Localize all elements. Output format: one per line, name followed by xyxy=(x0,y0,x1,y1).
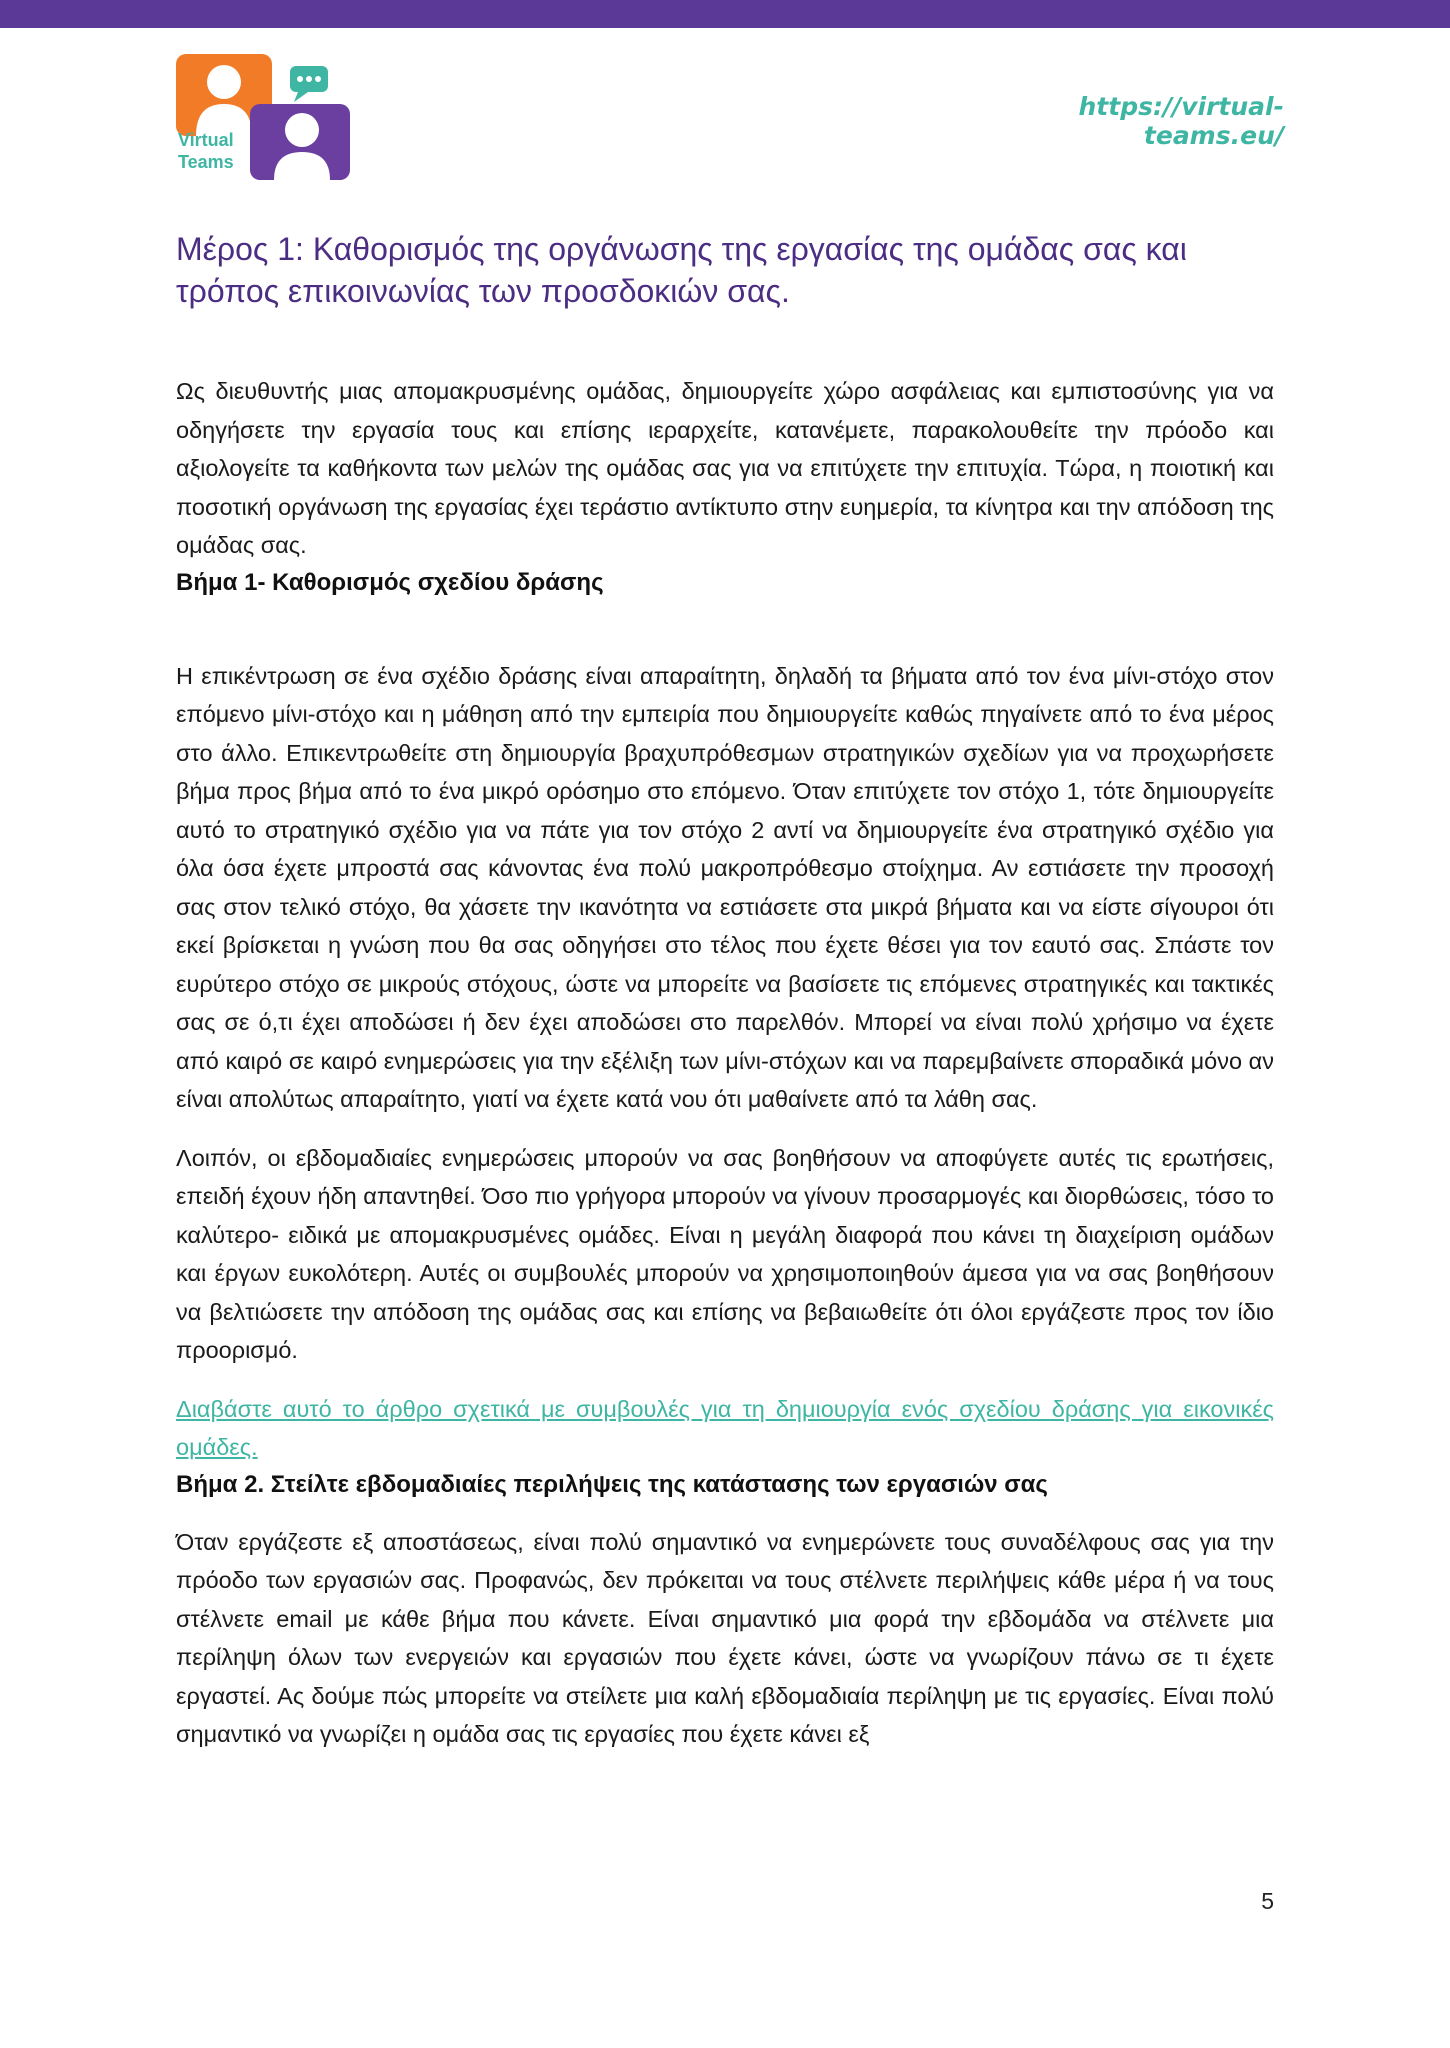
step2-heading: Βήμα 2. Στείλτε εβδομαδιαίες περιλήψεις της κατάστασης των εργασιών σας xyxy=(176,1470,1048,1498)
svg-text:Virtual: Virtual xyxy=(178,130,234,150)
step1-paragraph-1: Η επικέντρωση σε ένα σχέδιο δράσης είναι απαραίτητη, δηλαδή τα βήματα από τον ένα μίνι-στόχο στον επόμενο μίνι-στόχο και η μάθηση από την εμπειρία που δημιουργείτε καθώς πηγαίνετε από το ένα μέρος στο άλλο. Επικεντρωθείτε στη δημιουργία βραχυπρόθεσμων στρατηγικών σχεδίων για να προχωρήσετε βήμα προς βήμα από το ένα μικρό ορόσημο στο επόμενο. Όταν επιτύχετε τον στόχο 1, τότε δημιουργείτε αυτό το στρατηγικό σχέδιο για να πάτε για τον στόχο 2 αντί να δημιουργείτε ένα στρατηγικό σχέδιο για όλα όσα έχετε μπροστά σας κάνοντας ένα πολύ μακροπρόθεσμο στοίχημα. Αν εστιάσετε την προσοχή σας στον τελικό στόχο, θα χάσετε την ικανότητα να εστιάσετε στα μικρά βήματα και να είστε σίγουροι ότι εκεί βρίσκεται η γνώση που θα σας οδηγήσει στο τέλος που έχετε θέσει για τον εαυτό σας. Σπάστε τον ευρύτερο στόχο σε μικρούς στόχους, ώστε να μπορείτε να βασίσετε τις επόμενες στρατηγικές και τακτικές σας σε ό,τι έχει αποδώσει ή δεν έχει αποδώσει στο παρελθόν. Μπορεί να είναι πολύ χρήσιμο να έχετε από καιρό σε καιρό ενημερώσεις για την εξέλιξη των μίνι-στόχων και να παρεμβαίνετε σποραδικά μόνο αν είναι απολύτως απαραίτητο, γιατί να έχετε κατά νου ότι μαθαίνετε από τα λάθη σας. xyxy=(176,662,1274,1112)
virtual-teams-logo xyxy=(176,52,356,182)
virtual-teams-logo-graphic xyxy=(176,52,356,182)
top-banner xyxy=(0,0,1450,28)
page-number: 5 xyxy=(1261,1888,1274,1914)
page-content xyxy=(176,228,1274,1754)
section-title: Μέρος 1: Καθορισμός της οργάνωσης της εργασίας της ομάδας σας και τρόπος επικοινωνίας των προσδοκιών σας. xyxy=(176,231,1187,309)
website-url[interactable]: https://virtual-teams.eu/ xyxy=(1078,92,1284,150)
step1-paragraph-2: Λοιπόν, οι εβδομαδιαίες ενημερώσεις μπορούν να σας βοηθήσουν να αποφύγετε αυτές τις ερωτήσεις, επειδή έχουν ήδη απαντηθεί. Όσο πιο γρήγορα μπορούν να γίνουν προσαρμογές και διορθώσεις, τόσο το καλύτερο- ειδικά με απομακρυσμένες ομάδες. Είναι η μεγάλη διαφορά που κάνει τη διαχείριση ομάδων και έργων ευκολότερη. Αυτές οι συμβουλές μπορούν να χρησιμοποιηθούν άμεσα για να σας βοηθήσουν να βελτιώσετε την απόδοση της ομάδας σας και επίσης να βεβαιωθείτε ότι όλοι εργάζεστε προς τον ίδιο προορισμό. xyxy=(176,1144,1274,1363)
step1-heading: Βήμα 1- Καθορισμός σχεδίου δράσης xyxy=(176,568,604,596)
article-link[interactable]: Διαβάστε αυτό το άρθρο σχετικά με συμβουλές για τη δημιουργία ενός σχεδίου δράσης για εικονικές ομάδες. xyxy=(176,1395,1274,1460)
intro-paragraph: Ως διευθυντής μιας απομακρυσμένης ομάδας, δημιουργείτε χώρο ασφάλειας και εμπιστοσύνης για να οδηγήσετε την εργασία τους και επίσης ιεραρχείτε, κατανέμετε, παρακολουθείτε την πρόοδο και αξιολογείτε τα καθήκοντα των μελών της ομάδας σας για να επιτύχετε την επιτυχία. Τώρα, η ποιοτική και ποσοτική οργάνωση της εργασίας έχει τεράστιο αντίκτυπο στην ευημερία, τα κίνητρα και την απόδοση της ομάδας σας. xyxy=(176,378,1274,558)
svg-text:Teams: Teams xyxy=(178,152,234,172)
step2-paragraph-1: Όταν εργάζεστε εξ αποστάσεως, είναι πολύ σημαντικό να ενημερώνετε τους συναδέλφους σας για την πρόοδο των εργασιών σας. Προφανώς, δεν πρόκειται να τους στέλνετε περιλήψεις κάθε μέρα ή να τους στέλνετε email με κάθε βήμα που κάνετε. Είναι σημαντικό μια φορά την εβδομάδα να στέλνετε μια περίληψη όλων των ενεργειών και εργασιών που έχετε κάνει, ώστε να γνωρίζουν πάνω σε τι έχετε εργαστεί. Ας δούμε πώς μπορείτε να στείλετε μια καλή εβδομαδιαία περίληψη με τις εργασίες. Είναι πολύ σημαντικό να γνωρίζει η ομάδα σας τις εργασίες που έχετε κάνει εξ xyxy=(176,1528,1274,1747)
